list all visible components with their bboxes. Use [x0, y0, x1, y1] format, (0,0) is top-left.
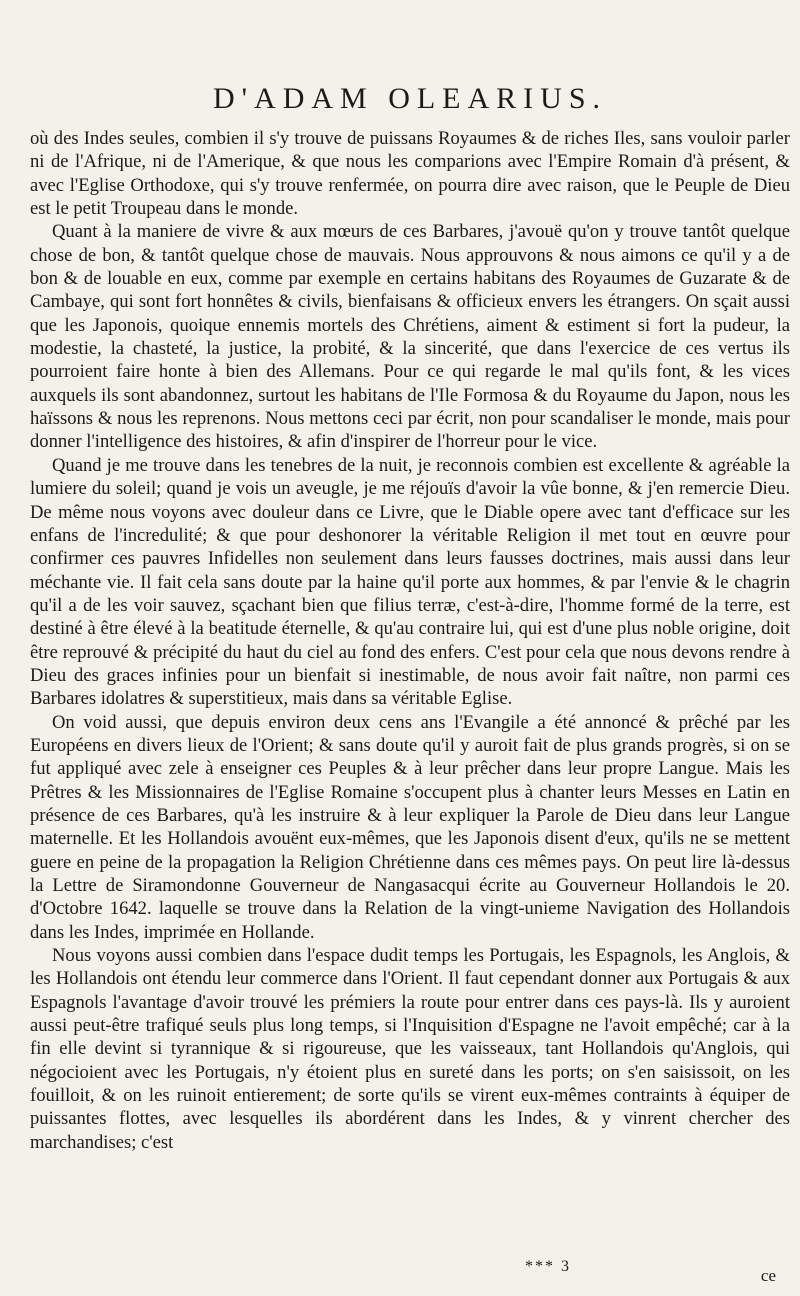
book-page	[30, 0, 790, 1296]
paragraph: Nous voyons aussi combien dans l'espace dudit temps les Portugais, les Espagnols, les Anglois, & les Hollandois ont étendu leur commerce dans l'Orient. Il faut cependant donner aux Portugais & aux Espagnols l'avantage d'avoir trouvé les prémiers la route pour entrer dans ces pays-là. Ils y auroient aussi peut-être trafiqué seuls plus long temps, si l'Inquisition d'Espagne ne l'avoit empêché; car à la fin elle devint si tyrannique & si rigoureuse, que les vaisseaux, tant Hollandois qu'Anglois, qui négocioient avec les Portugais, n'y étoient plus en sureté dans les ports; on s'en saisissoit, on les fouilloit, & on les ruinoit entierement; de sorte qu'ils se virent eux-mêmes contraints à équiper de puissantes flottes, avec lesquelles ils abordérent dans les Indes, & y vinrent chercher des marchandises; c'est	[30, 945, 790, 1153]
body-text	[30, 127, 790, 1154]
running-head	[30, 82, 790, 116]
paragraph: où des Indes seules, combien il s'y trouve de puissans Royaumes & de riches Iles, sans vouloir parler ni de l'Afrique, ni de l'Amerique, & que nous les comparions avec l'Empire Romain d'à présent, & avec l'Eglise Orthodoxe, qui s'y trouve renfermée, on pourra dire avec raison, que le Peuple de Dieu est le petit Troupeau dans le monde.	[30, 128, 790, 220]
paragraph: Quand je me trouve dans les tenebres de la nuit, je reconnois combien est excellente & agréable la lumiere du soleil; quand je vois un aveugle, je me réjouïs d'avoir la vûe bonne, & j'en remercie Dieu. De même nous voyons avec douleur dans ce Livre, que le Diable opere avec tant d'efficace sur les enfans de l'incredulité; & que pour deshonorer la véritable Religion il met tout en œuvre pour confirmer ces pauvres Infidelles non seulement dans leurs fausses doctrines, mais aussi dans leur méchante vie. Il fait cela sans doute par la haine qu'il porte aux hommes, & par l'envie & le chagrin qu'il a de les voir sauvez, sçachant bien que filius terræ, c'est-à-dire, l'homme formé de la terre, est destiné à être élevé à la beatitude éternelle, & qu'au contraire lui, qui est d'une plus noble origine, doit être reprouvé & précipité du haut du ciel au fond des enfers. C'est pour cela que nous devons rendre à Dieu des graces infinies pour un bienfait si inestimable, de nous avoir fait naître, non parmi ces Barbares idolatres & superstitieux, mais dans sa véritable Eglise.	[30, 454, 790, 710]
running-head-text: D'ADAM OLEARIUS.	[212, 82, 608, 115]
catchword: ce	[760, 1266, 776, 1285]
paragraph: Quant à la maniere de vivre & aux mœurs de ces Barbares, j'avouë qu'on y trouve tantôt quelque chose de bon, & tantôt quelque chose de mauvais. Nous approuvons & nous aimons ce qu'il y a de bon & de louable en eux, comme par exemple en certains habitans des Royaumes de Guzarate & de Cambaye, qui sont fort honnêtes & civils, bienfaisans & officieux envers les étrangers. On sçait aussi que les Japonois, quoique ennemis mortels des Chrétiens, aiment & estiment si fort la pudeur, la modestie, la chasteté, la justice, la probité, & la sincerité, que dans l'exercice de ces vertus ils pourroient faire honte à bien des Allemans. Pour ce qui regarde le mal qu'ils font, & les vices auxquels ils sont abandonnez, surtout les habitans de l'Ile Formosa & du Royaume du Japon, nous les haïssons & nous les reprenons. Nous mettons ceci par écrit, non pour scandaliser le monde, mais pour donner l'intelligence des histoires, & afin d'inspirer de l'horreur pour le vice.	[30, 221, 790, 453]
paragraph: On void aussi, que depuis environ deux cens ans l'Evangile a été annoncé & prêché par les Européens en divers lieux de l'Orient; & sans doute qu'il y auroit fait de plus grands progrès, si on se fut appliqué avec zele à enseigner ces Peuples & à leur prêcher dans leur propre Langue. Mais les Prêtres & les Missionnaires de l'Eglise Romaine s'occupent plus à chanter leurs Messes en Latin en présence de ces Barbares, qu'à les instruire & à leur expliquer la Parole de Dieu dans leur Langue maternelle. Et les Hollandois avouënt eux-mêmes, que les Japonois disent d'eux, qu'ils ne se mettent guere en peine de la propagation la Religion Chrétienne dans ces mêmes pays. On peut lire là-dessus la Lettre de Siramondonne Gouverneur de Nangasacqui écrite au Gouverneur Hollandois le 20. d'Octobre 1642. laquelle se trouve dans la Relation de la vingt-unieme Navigation des Hollandois dans les Indes, imprimée en Hollande.	[30, 711, 790, 943]
signature-mark: *** 3	[525, 1258, 571, 1275]
